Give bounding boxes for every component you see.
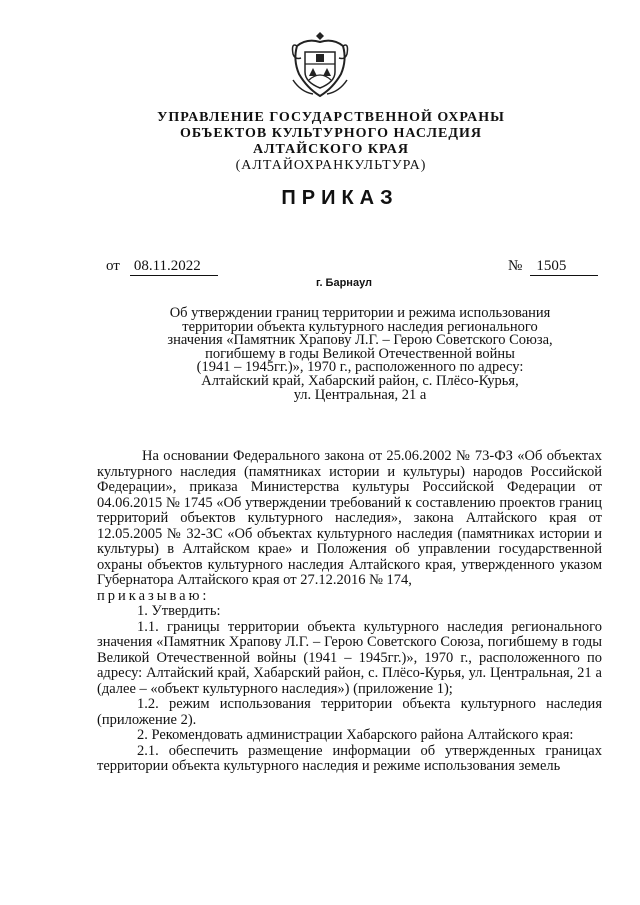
header-line: АЛТАЙСКОГО КРАЯ <box>252 142 410 157</box>
subject-line: Об утверждении границ территории и режима использования <box>169 305 551 321</box>
preamble-paragraph: На основании Федерального закона от 25.06.2002 № 73-ФЗ «Об объектах культурного наследия (памятниках истории и культуры) народов Российской Федерации», приказа Министерства культуры Российской Федерации от 04.06.2015 № 1745 «Об утверждении требований к составлению проектов границ территорий объектов культурного наследия», закона Алтайского края от 12.05.2005 № 32-ЗС «Об объектах культурного наследия (памятниках истории и культуры) в Алтайском крае» и Положения об управлении государственной охраны объектов культурного наследия Алтайского края, утвержденного указом Губернатора Алтайского края от 27.12.2016 № 174, <box>97 448 602 588</box>
clause-1-1: 1.1. границы территории объекта культурного наследия регионального значения «Памятник Храпову Л.Г. – Герою Советского Союза, погибшему в годы Великой Отечественной войны (1941 – 1945гг.)», 1970 г., расположенного по адресу: Алтайский край, Хабарский район, с. Плёсо-Курья, ул. Центральная, 21 а (далее – «объект культурного наследия») (приложение 1); <box>97 618 602 697</box>
subject-line: ул. Центральная, 21 а <box>293 386 427 403</box>
subject-line: (1941 – 1945гг.)», 1970 г., расположенного по адресу: <box>196 359 524 376</box>
city-name: г. Барнаул <box>315 277 373 289</box>
document-date <box>106 258 218 276</box>
clause-2-1: 2.1. обеспечить размещение информации об утвержденных границах территории объекта культурного наследия и режиме использования земель <box>97 742 602 774</box>
header-line: УПРАВЛЕНИЕ ГОСУДАРСТВЕННОЙ ОХРАНЫ <box>157 110 505 125</box>
header-abbreviation: (АЛТАЙОХРАНКУЛЬТУРА) <box>235 158 427 173</box>
date-value: 08.11.2022 <box>130 258 218 276</box>
issuing-authority-header <box>0 110 640 174</box>
number-prefix: № <box>508 258 523 274</box>
clause-1: 1. Утвердить: <box>137 603 221 619</box>
document-number <box>508 258 598 276</box>
subject-line: Алтайский край, Хабарский район, с. Плёсо-Курья, <box>201 372 519 389</box>
subject-line: значения «Памятник Храпову Л.Г. – Герою Советского Союза, <box>167 332 553 349</box>
document-body <box>97 449 602 775</box>
orders-word: приказываю: <box>97 587 210 604</box>
clause-1-2: 1.2. режим использования территории объекта культурного наследия (приложение 2). <box>97 696 602 728</box>
header-line: ОБЪЕКТОВ КУЛЬТУРНОГО НАСЛЕДИЯ <box>180 126 482 141</box>
date-prefix: от <box>106 258 120 274</box>
coat-of-arms-emblem <box>289 30 351 100</box>
document-subject <box>150 307 570 402</box>
subject-line: территории объекта культурного наследия регионального <box>182 318 538 335</box>
number-value: 1505 <box>530 258 598 276</box>
subject-line: погибшему в годы Великой Отечественной войны <box>205 345 515 362</box>
document-title: ПРИКАЗ <box>281 187 399 209</box>
clause-2: 2. Рекомендовать администрации Хабарского района Алтайского края: <box>137 727 574 743</box>
